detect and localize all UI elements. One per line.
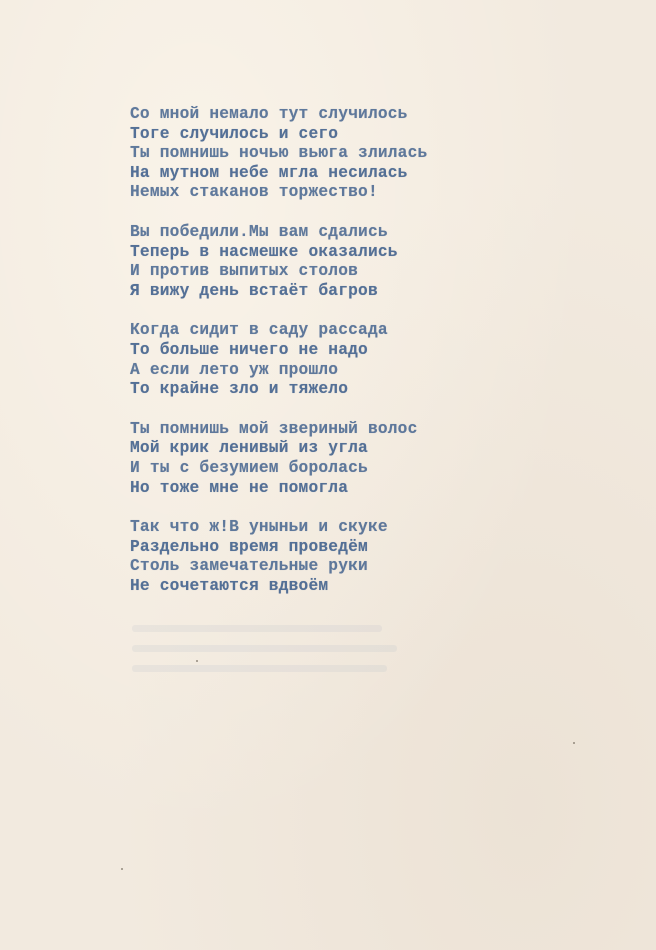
show-through-line (132, 665, 387, 672)
poem-line: Ты помнишь мой звериный волос (130, 419, 418, 438)
show-through-line (132, 645, 397, 652)
stanza-1 (130, 105, 530, 203)
poem-line: Вы победили.Мы вам сдались (130, 222, 388, 241)
poem-line: Со мной немало тут случилось (130, 105, 408, 123)
poem-line: Ты помнишь ночью вьюга злилась (130, 144, 428, 163)
poem-line: Так что ж!В уныньи и скуке (130, 518, 388, 537)
poem-line: И против выпитых столов (130, 262, 359, 281)
poem-text (130, 105, 530, 616)
show-through-line (132, 625, 382, 632)
poem-line: Раздельно время проведём (130, 537, 368, 556)
poem-line: То крайне зло и тяжело (130, 380, 349, 399)
paper-speck (196, 660, 198, 662)
paper-speck (121, 868, 123, 870)
stanza-5 (130, 518, 530, 596)
paper-speck (573, 742, 575, 744)
show-through-texture (132, 612, 432, 672)
poem-line: Тоге случилось и сего (130, 124, 339, 143)
stanza-2 (130, 223, 530, 301)
poem-line: Когда сидит в саду рассада (130, 321, 388, 340)
poem-line: И ты с безумием боролась (130, 458, 368, 477)
poem-line: Немых стаканов торжество! (130, 183, 378, 202)
poem-line: А если лето уж прошло (130, 360, 339, 379)
poem-line: Не сочетаются вдвоём (130, 576, 329, 595)
poem-line: На мутном небе мгла несилась (130, 163, 408, 182)
poem-line: Мой крик ленивый из угла (130, 439, 368, 458)
poem-line: Теперь в насмешке оказались (130, 242, 398, 261)
stanza-3 (130, 321, 530, 399)
poem-line: То больше ничего не надо (130, 340, 368, 359)
stanza-4 (130, 420, 530, 498)
poem-line: Я вижу день встаёт багров (130, 281, 378, 300)
poem-line: Столь замечательные руки (130, 557, 368, 576)
poem-line: Но тоже мне не помогла (130, 478, 349, 497)
